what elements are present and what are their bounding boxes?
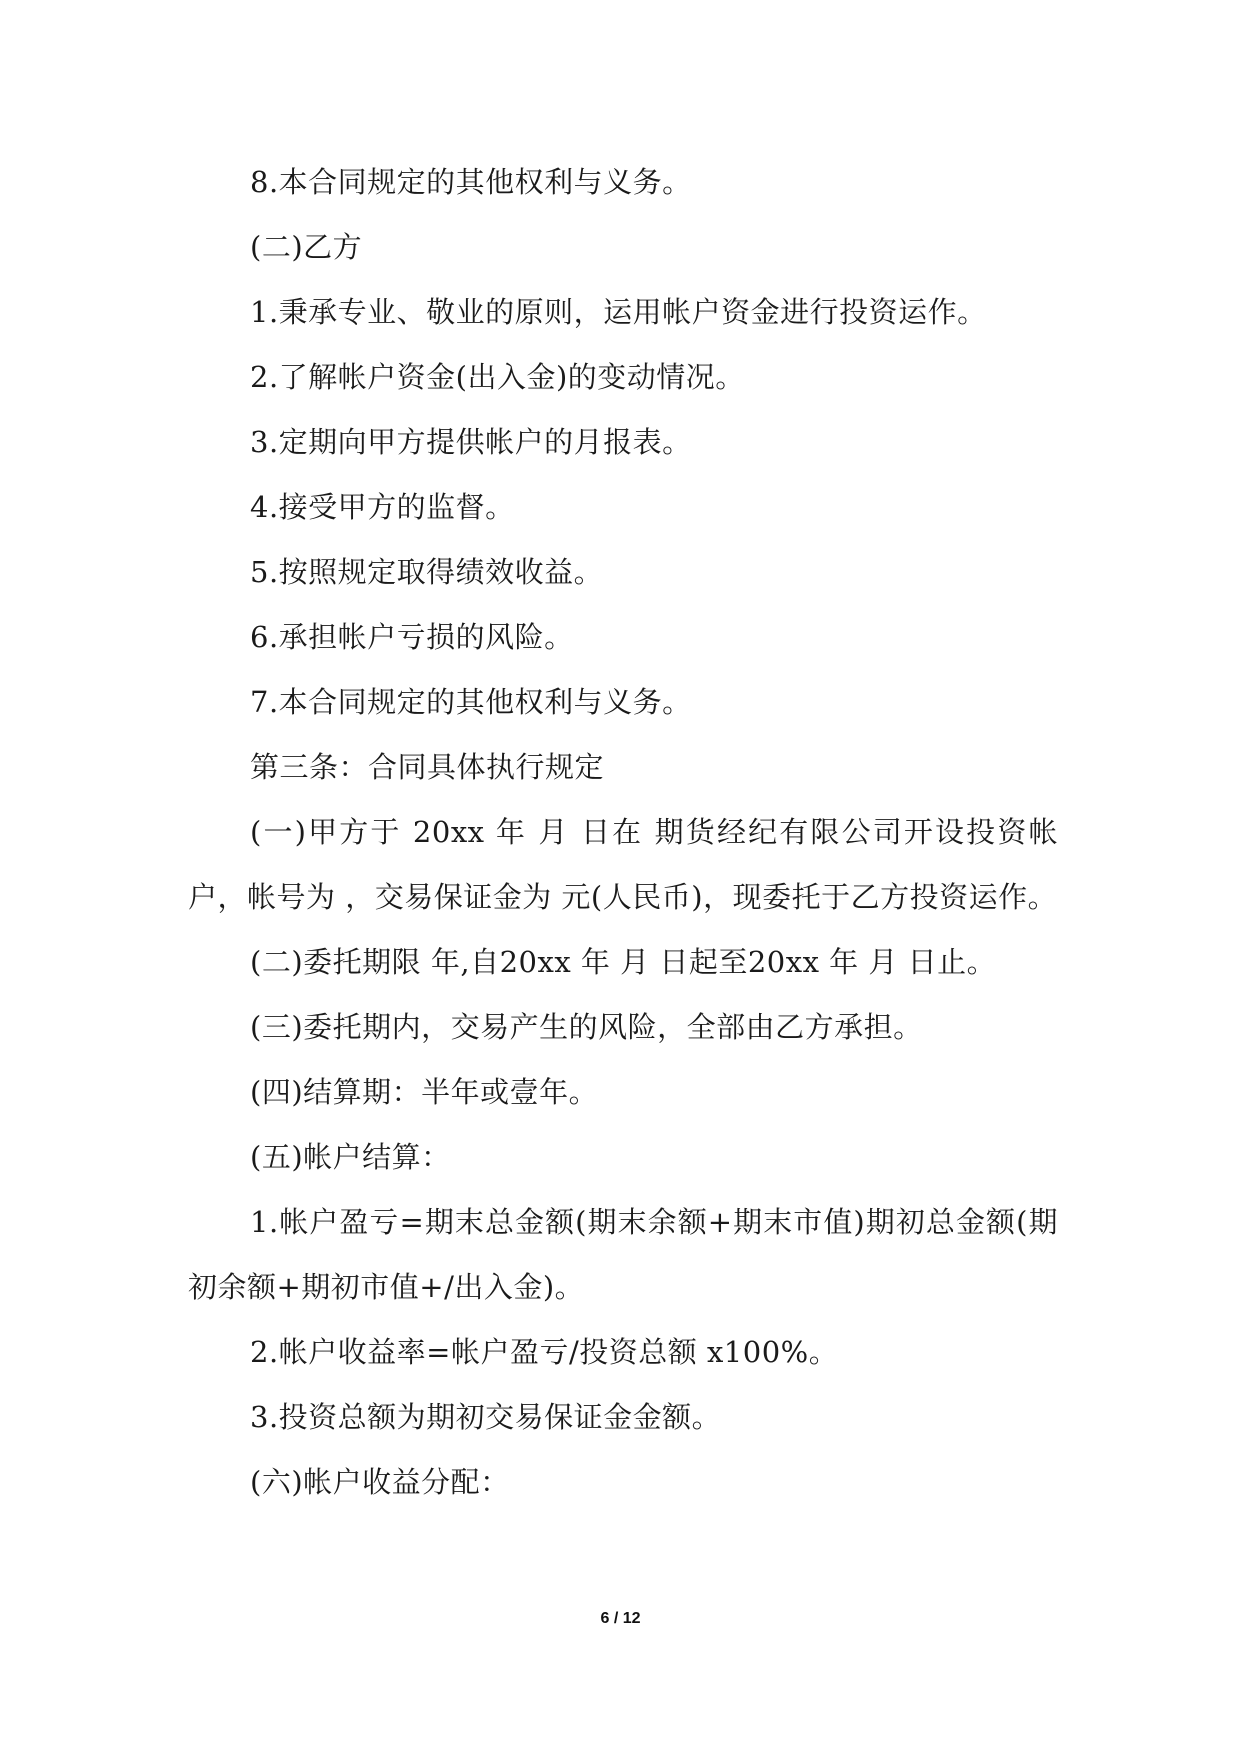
paragraph: 6.承担帐户亏损的风险。: [250, 620, 574, 654]
section-heading: (二)乙方: [250, 230, 363, 264]
paragraph: 1.帐户盈亏=期末总金额(期末余额+期末市值)期初总金额(期初余额+期初市值+/出入金)。: [188, 1205, 1058, 1304]
paragraph: (二)委托期限 年,自20xx 年 月 日起至20xx 年 月 日止。: [250, 945, 997, 979]
paragraph: (一)甲方于 20xx 年 月 日在 期货经纪有限公司开设投资帐户，帐号为 ，交易保证金为 元(人民币)，现委托于乙方投资运作。: [188, 815, 1058, 914]
paragraph: 2.了解帐户资金(出入金)的变动情况。: [250, 360, 745, 394]
paragraph: 3.定期向甲方提供帐户的月报表。: [250, 425, 692, 459]
paragraph: (三)委托期内，交易产生的风险，全部由乙方承担。: [250, 1010, 923, 1044]
page-number: 6 / 12: [600, 1610, 641, 1627]
paragraph: 3.投资总额为期初交易保证金金额。: [250, 1400, 722, 1434]
paragraph: 4.接受甲方的监督。: [250, 490, 515, 524]
paragraph: 5.按照规定取得绩效收益。: [250, 555, 604, 589]
paragraph: 8.本合同规定的其他权利与义务。: [250, 165, 692, 199]
paragraph: 2.帐户收益率=帐户盈亏/投资总额 x100%。: [250, 1335, 839, 1369]
document-body: [188, 150, 1058, 1515]
paragraph: (六)帐户收益分配：: [250, 1465, 510, 1499]
paragraph: (四)结算期：半年或壹年。: [250, 1075, 599, 1109]
paragraph: (五)帐户结算：: [250, 1140, 451, 1174]
article-heading: 第三条：合同具体执行规定: [250, 750, 605, 784]
paragraph: 1.秉承专业、敬业的原则，运用帐户资金进行投资运作。: [250, 295, 987, 329]
paragraph: 7.本合同规定的其他权利与义务。: [250, 685, 692, 719]
